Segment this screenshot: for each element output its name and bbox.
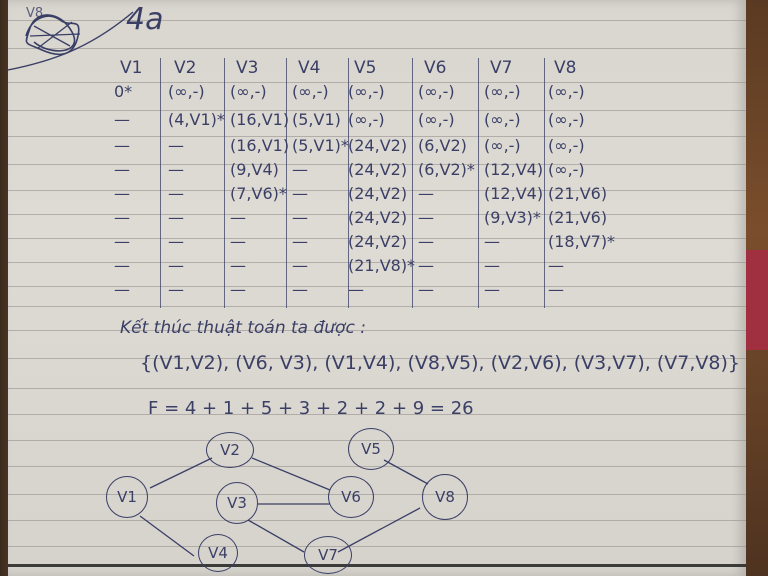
table-cell: — [484, 232, 500, 251]
table-cell: — [292, 184, 308, 203]
table-cell: (5,V1) [292, 110, 341, 129]
table-cell: 0* [114, 82, 133, 101]
table-header-v7: V7 [490, 58, 513, 78]
table-header-v4: V4 [298, 58, 321, 78]
table-cell: — [114, 208, 130, 227]
table-cell: (6,V2) [418, 136, 467, 155]
table-cell: (24,V2) [348, 184, 408, 203]
table-header-v3: V3 [236, 58, 259, 78]
table-cell: — [230, 232, 246, 251]
table-cell: (∞,-) [484, 82, 521, 101]
table-header-v5: V5 [354, 58, 377, 78]
graph-node-v3: V3 [216, 482, 258, 524]
table-cell: — [348, 280, 364, 299]
table-cell: — [292, 160, 308, 179]
table-cell: (21,V6) [548, 184, 608, 203]
table-header-v8: V8 [554, 58, 577, 78]
table-cell: (∞,-) [418, 82, 455, 101]
table-header-v1: V1 [120, 58, 143, 78]
edge-v1-v2 [150, 458, 212, 488]
table-cell: — [548, 256, 564, 275]
table-cell: (∞,-) [484, 110, 521, 129]
table-cell: — [292, 232, 308, 251]
table-cell: — [168, 280, 184, 299]
table-cell: (24,V2) [348, 160, 408, 179]
table-cell: (∞,-) [548, 136, 585, 155]
table-cell: (∞,-) [418, 110, 455, 129]
table-cell: (∞,-) [348, 82, 385, 101]
table-cell: — [418, 208, 434, 227]
edge-v2-v6 [252, 458, 330, 490]
edge-v3-v7 [248, 520, 304, 552]
table-cell: — [292, 208, 308, 227]
table-cell: — [418, 184, 434, 203]
table-cell: (∞,-) [168, 82, 205, 101]
table-cell: — [114, 160, 130, 179]
table-cell: (12,V4) [484, 160, 544, 179]
table-cell: — [292, 280, 308, 299]
table-cell: — [484, 280, 500, 299]
table-cell: — [114, 184, 130, 203]
table-cell: — [230, 256, 246, 275]
table-cell: — [548, 280, 564, 299]
table-cell: (6,V2)* [418, 160, 475, 179]
table-cell: (7,V6)* [230, 184, 287, 203]
notebook-page [8, 0, 746, 576]
table-cell: (∞,-) [548, 82, 585, 101]
table-cell: (9,V3)* [484, 208, 541, 227]
table-cell: (5,V1)* [292, 136, 349, 155]
table-cell: (24,V2) [348, 208, 408, 227]
graph-node-v8: V8 [422, 474, 468, 520]
table-cell: — [114, 232, 130, 251]
table-cell: (∞,-) [348, 110, 385, 129]
table-cell: — [114, 136, 130, 155]
graph-node-v4: V4 [198, 534, 238, 572]
total-weight-formula: F = 4 + 1 + 5 + 3 + 2 + 2 + 9 = 26 [148, 398, 474, 419]
table-cell: (21,V6) [548, 208, 608, 227]
table-cell: — [292, 256, 308, 275]
graph-node-v2: V2 [206, 432, 254, 468]
result-edge-set: {(V1,V2), (V6, V3), (V1,V4), (V8,V5), (V2,V6), (V3,V7), (V7,V8)} [140, 352, 740, 374]
table-cell: — [168, 184, 184, 203]
page-number: 4a [126, 2, 164, 37]
table-cell: (21,V8)* [348, 256, 416, 275]
graph-node-v1: V1 [106, 476, 148, 518]
table-cell: (24,V2) [348, 136, 408, 155]
table-cell: (∞,-) [548, 110, 585, 129]
table-cell: (12,V4) [484, 184, 544, 203]
conclusion-heading: Kết thúc thuật toán ta được : [120, 318, 366, 338]
graph-node-v6: V6 [328, 476, 374, 518]
table-cell: — [114, 280, 130, 299]
table-cell: (9,V4) [230, 160, 279, 179]
table-cell: — [114, 110, 130, 129]
table-cell: — [418, 256, 434, 275]
table-cell: (16,V1) [230, 110, 290, 129]
graph-node-v7: V7 [304, 536, 352, 574]
table-cell: — [230, 208, 246, 227]
table-cell: — [418, 232, 434, 251]
scribble-text: V8 [26, 6, 44, 21]
table-cell: — [418, 280, 434, 299]
table-cell: (24,V2) [348, 232, 408, 251]
table-header-v2: V2 [174, 58, 197, 78]
table-cell: (∞,-) [484, 136, 521, 155]
table-cell: — [230, 280, 246, 299]
table-cell: (∞,-) [292, 82, 329, 101]
table-cell: (∞,-) [230, 82, 267, 101]
table-cell: — [114, 256, 130, 275]
table-cell: (∞,-) [548, 160, 585, 179]
table-cell: — [168, 208, 184, 227]
table-cell: — [168, 256, 184, 275]
table-header-v6: V6 [424, 58, 447, 78]
graph-node-v5: V5 [348, 428, 394, 470]
edge-v1-v4 [140, 516, 194, 556]
table-cell: (4,V1)* [168, 110, 225, 129]
table-cell: — [168, 136, 184, 155]
table-cell: (16,V1) [230, 136, 290, 155]
table-cell: — [168, 232, 184, 251]
table-cell: — [168, 160, 184, 179]
edge-v5-v8 [384, 460, 428, 484]
table-cell: (18,V7)* [548, 232, 616, 251]
table-cell: — [484, 256, 500, 275]
